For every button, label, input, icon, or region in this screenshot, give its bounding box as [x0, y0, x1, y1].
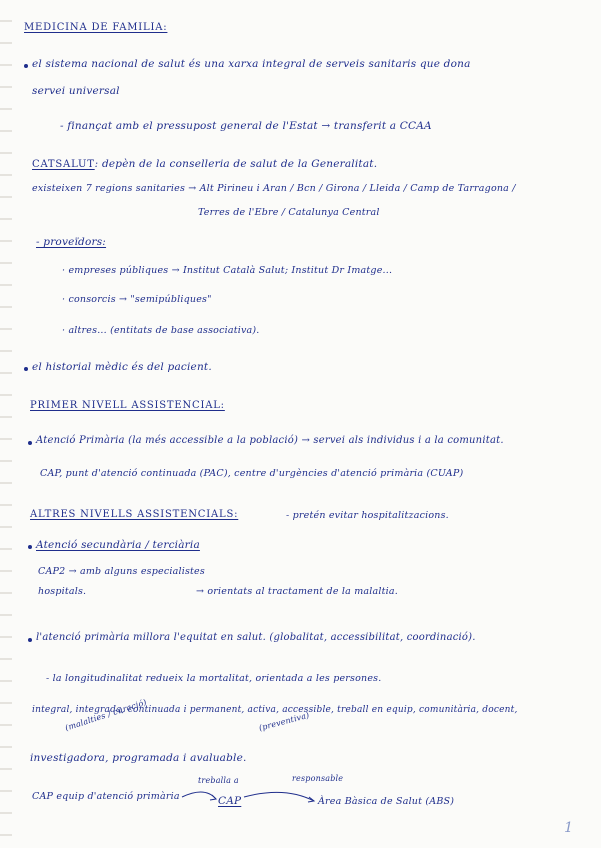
millora-line4: investigadora, programada i avaluable. [30, 752, 247, 764]
flow-arrow-2-head [308, 797, 314, 802]
cap-flow-end: Àrea Bàsica de Salut (ABS) [318, 796, 455, 807]
primer-line2: CAP, punt d'atenció continuada (PAC), centre d'urgències d'atenció primària (CUAP) [40, 468, 464, 479]
altres-line2: CAP2 → amb alguns especialistes [38, 566, 205, 577]
s1-line3: - finançat amb el pressupost general de l'Estat → transferit a CCAA [60, 120, 432, 132]
cap-flow-mid: CAP [218, 795, 242, 807]
bullet-dot [24, 367, 28, 371]
catsalut-line [32, 158, 377, 170]
primer-line1: Atenció Primària (la més accessible a la població) → servei als individus i a la comunitat. [36, 435, 504, 446]
altres-note: - pretén evitar hospitalitzacions. [286, 510, 449, 521]
s1-line1: el sistema nacional de salut és una xarxa integral de serveis sanitaris que dona [32, 58, 471, 70]
altres-line4: → orientats al tractament de la malaltia. [196, 586, 398, 597]
cap-flow-start: CAP equip d'atenció primària [32, 791, 180, 802]
notebook-binding [0, 0, 12, 848]
bullet-dot [28, 638, 32, 642]
cap-flow-arrow2-label: responsable [292, 774, 344, 783]
primer-heading: PRIMER NIVELL ASSISTENCIAL: [30, 400, 225, 411]
cap-flow-arrow1-label: treballa a [198, 776, 239, 785]
historial-line: el historial mèdic és del pacient. [32, 361, 212, 373]
flow-arrow-1-head [210, 795, 216, 800]
millora-note-left: (malalties / curació) [64, 697, 148, 733]
page-number: 1 [564, 820, 573, 836]
bullet-dot [28, 545, 32, 549]
altres-line3: hospitals. [38, 586, 87, 597]
millora-line2: - la longitudinalitat redueix la mortalitat, orientada a les persones. [46, 673, 382, 684]
millora-line1: l'atenció primària millora l'equitat en salut. (globalitat, accessibilitat, coordinació). [36, 632, 476, 643]
millora-line3: integral, integrada, continuada i permanent, activa, accessible, treball en equip, comunitària, docent, [32, 705, 518, 715]
flow-arrow-2 [244, 792, 314, 801]
proveidors-label: - proveïdors: [36, 236, 107, 248]
millora-note-mid: (preventiva) [258, 710, 311, 733]
flow-arrow-1 [182, 792, 216, 799]
proveidor-item-2: · consorcis → "semipúbliques" [62, 294, 212, 305]
regions-lead: existeixen 7 regions sanitaries → Alt Pirineu i Aran / Bcn / Girona / Lleida / Camp de Tarragona / [32, 183, 516, 194]
altres-heading: ALTRES NIVELLS ASSISTENCIALS: [30, 509, 239, 520]
regions-tail: Terres de l'Ebre / Catalunya Central [198, 207, 380, 218]
bullet-dot [28, 441, 32, 445]
catsalut-label: CATSALUT [32, 159, 95, 170]
page-title: MEDICINA DE FAMILIA: [24, 22, 168, 33]
s1-line2: servei universal [32, 85, 120, 97]
altres-line1: Atenció secundària / terciària [36, 539, 200, 551]
proveidor-item-3: · altres... (entitats de base associativa). [62, 325, 260, 336]
bullet-dot [24, 64, 28, 68]
catsalut-text: : depèn de la conselleria de salut de la Generalitat. [94, 158, 378, 170]
proveidor-item-1: · empreses públiques → Institut Català Salut; Institut Dr Imatge... [62, 265, 393, 276]
